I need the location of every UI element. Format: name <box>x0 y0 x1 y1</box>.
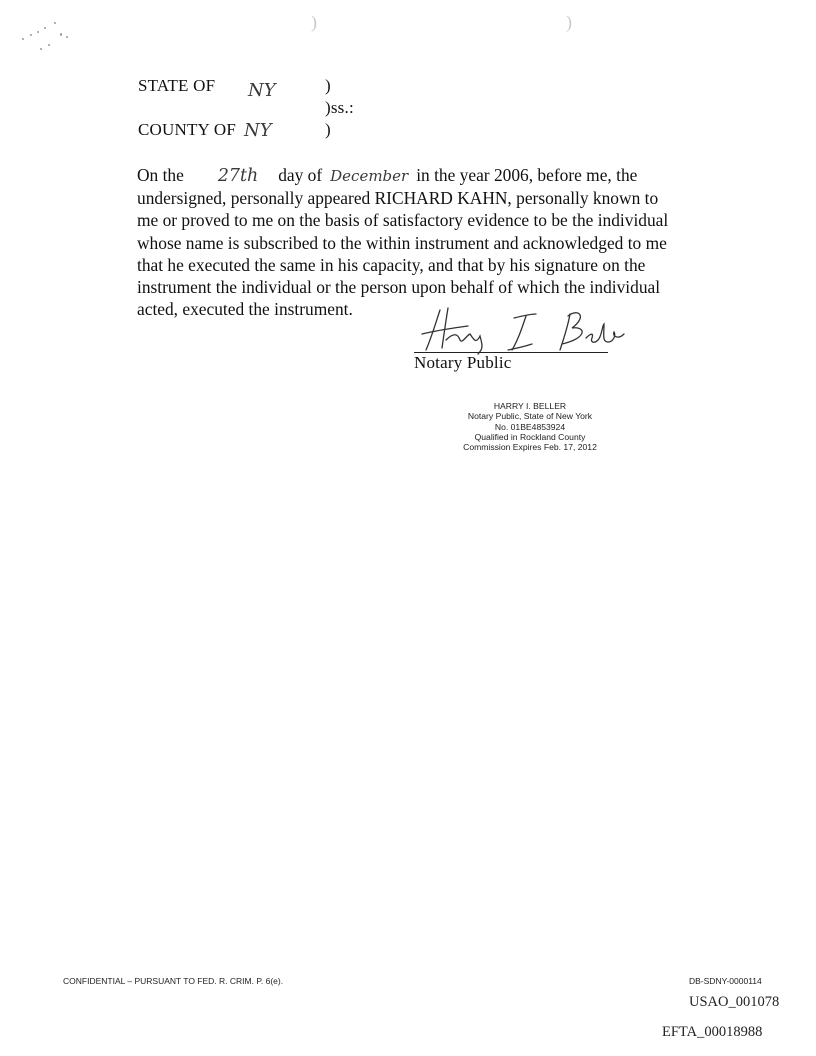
efta-number: EFTA_00018988 <box>662 1024 763 1040</box>
venue-paren: ) <box>325 120 331 139</box>
state-value: NY <box>248 80 276 101</box>
scan-speck <box>37 31 39 33</box>
acknowledgment-line: acted, executed the instrument. <box>137 299 353 320</box>
notary-signature <box>418 304 628 356</box>
scan-speck <box>22 38 24 40</box>
county-label: COUNTY OF <box>138 120 236 139</box>
scan-speck <box>48 44 50 46</box>
scan-speck <box>60 33 62 36</box>
scan-speck <box>54 22 56 24</box>
scan-speck <box>66 36 68 38</box>
stamp-name: HARRY I. BELLER <box>493 401 567 411</box>
month-value: December <box>330 167 409 185</box>
acknowledgment-line: whose name is subscribed to the within instrument and acknowledged to me <box>137 232 667 253</box>
stamp-line: Qualified in Rockland County <box>474 431 586 442</box>
scan-speck <box>30 34 32 36</box>
ack-line-1-rest: in the year 2006, before me, the <box>416 165 638 185</box>
county-value: NY <box>244 120 272 141</box>
stamp-line: Commission Expires Feb. 17, 2012 <box>463 442 597 453</box>
scan-speck <box>40 48 42 50</box>
usao-number: USAO_001078 <box>689 994 780 1010</box>
acknowledgment-line: me or proved to me on the basis of satisfactory evidence to be the individual <box>137 210 669 231</box>
scan-mark: ) <box>311 12 317 32</box>
acknowledgment-line: undersigned, personally appeared RICHARD KAHN, personally known to <box>137 188 659 209</box>
notary-public-caption: Notary Public <box>414 353 512 372</box>
notary-stamp <box>437 401 623 452</box>
state-label: STATE OF <box>138 76 216 95</box>
venue-ss: )ss.: <box>325 98 354 117</box>
acknowledgment-paragraph <box>137 164 697 320</box>
acknowledgment-line: that he executed the same in his capacity, and that by his signature on the <box>137 254 646 275</box>
venue-paren: ) <box>325 76 331 95</box>
day-value: 27th <box>217 166 259 186</box>
acknowledgment-line: instrument the individual or the person upon behalf of which the individual <box>137 277 661 298</box>
stamp-line: Notary Public, State of New York <box>467 411 593 422</box>
day-of-text: day of <box>278 165 323 185</box>
bates-number: DB-SDNY-0000114 <box>689 976 762 986</box>
scan-speck <box>44 27 46 29</box>
acknowledgment-line <box>137 164 697 187</box>
on-the-text: On the <box>137 165 184 185</box>
stamp-line: No. 01BE4853924 <box>494 421 566 432</box>
confidential-notice: CONFIDENTIAL – PURSUANT TO FED. R. CRIM. P. 6(e). <box>63 976 284 986</box>
scan-mark: ) <box>566 12 572 32</box>
